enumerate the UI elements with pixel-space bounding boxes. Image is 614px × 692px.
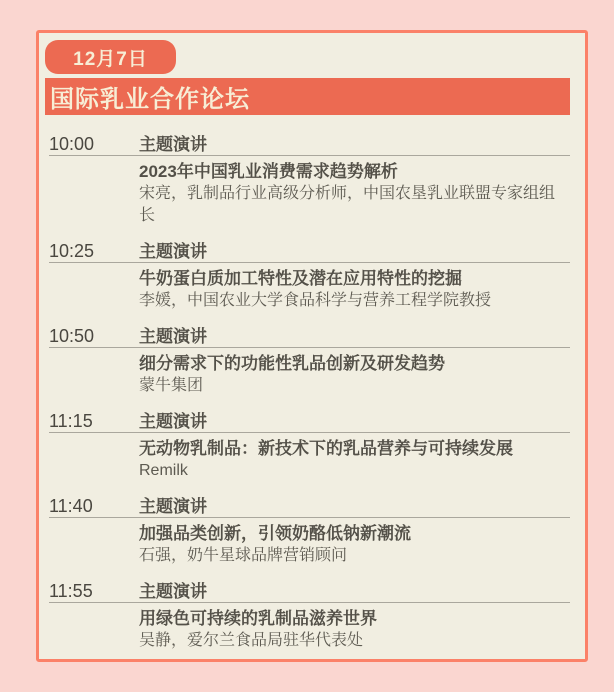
session-speaker: 宋亮，乳制品行业高级分析师，中国农垦乳业联盟专家组组长 bbox=[139, 185, 556, 224]
date-badge bbox=[45, 40, 176, 74]
session-title: 2023年中国乳业消费需求趋势解析 bbox=[139, 162, 398, 181]
schedule-item-body bbox=[139, 438, 570, 482]
schedule-item-header bbox=[49, 243, 570, 263]
session-type-label: 主题演讲 bbox=[139, 582, 207, 601]
schedule-item-header bbox=[49, 413, 570, 433]
schedule-item bbox=[49, 136, 570, 227]
session-type-label: 主题演讲 bbox=[139, 497, 207, 516]
schedule-item-header bbox=[49, 136, 570, 156]
session-title: 加强品类创新，引领奶酪低钠新潮流 bbox=[139, 524, 411, 543]
session-speaker: 李媛，中国农业大学食品科学与营养工程学院教授 bbox=[139, 292, 492, 309]
forum-banner-title: 国际乳业合作论坛 bbox=[50, 86, 250, 113]
schedule-item-body bbox=[139, 268, 570, 312]
session-speaker: Remilk bbox=[139, 462, 188, 479]
date-badge-label: 12月7日 bbox=[73, 48, 148, 70]
session-type-label: 主题演讲 bbox=[139, 327, 207, 346]
session-type-label: 主题演讲 bbox=[139, 242, 207, 261]
schedule-list bbox=[49, 136, 570, 652]
session-speaker: 吴静，爱尔兰食品局驻华代表处 bbox=[139, 632, 364, 649]
session-title: 用绿色可持续的乳制品滋养世界 bbox=[139, 609, 377, 628]
schedule-item-header bbox=[49, 583, 570, 603]
session-type-label: 主题演讲 bbox=[139, 412, 207, 431]
session-type-label: 主题演讲 bbox=[139, 135, 207, 154]
session-time: 11:40 bbox=[49, 496, 93, 516]
schedule-item-header bbox=[49, 498, 570, 518]
session-speaker: 石强，奶牛星球品牌营销顾问 bbox=[139, 547, 348, 564]
session-title: 牛奶蛋白质加工特性及潜在应用特性的挖掘 bbox=[139, 269, 462, 288]
schedule-item-body bbox=[139, 353, 570, 397]
schedule-item-body bbox=[139, 161, 570, 227]
schedule-item bbox=[49, 583, 570, 652]
agenda-card bbox=[36, 30, 588, 662]
session-speaker: 蒙牛集团 bbox=[139, 377, 204, 394]
schedule-item-body bbox=[139, 608, 570, 652]
session-time: 10:00 bbox=[49, 134, 95, 154]
session-time: 10:50 bbox=[49, 326, 95, 346]
session-time: 11:15 bbox=[49, 411, 93, 431]
schedule-item bbox=[49, 498, 570, 567]
schedule-item-body bbox=[139, 523, 570, 567]
schedule-item bbox=[49, 243, 570, 312]
schedule-item bbox=[49, 328, 570, 397]
session-title: 细分需求下的功能性乳品创新及研发趋势 bbox=[139, 354, 445, 373]
schedule-item-header bbox=[49, 328, 570, 348]
session-time: 11:55 bbox=[49, 581, 93, 601]
session-time: 10:25 bbox=[49, 241, 95, 261]
forum-banner bbox=[45, 78, 570, 115]
schedule-item bbox=[49, 413, 570, 482]
session-title: 无动物乳制品：新技术下的乳品营养与可持续发展 bbox=[139, 439, 513, 458]
